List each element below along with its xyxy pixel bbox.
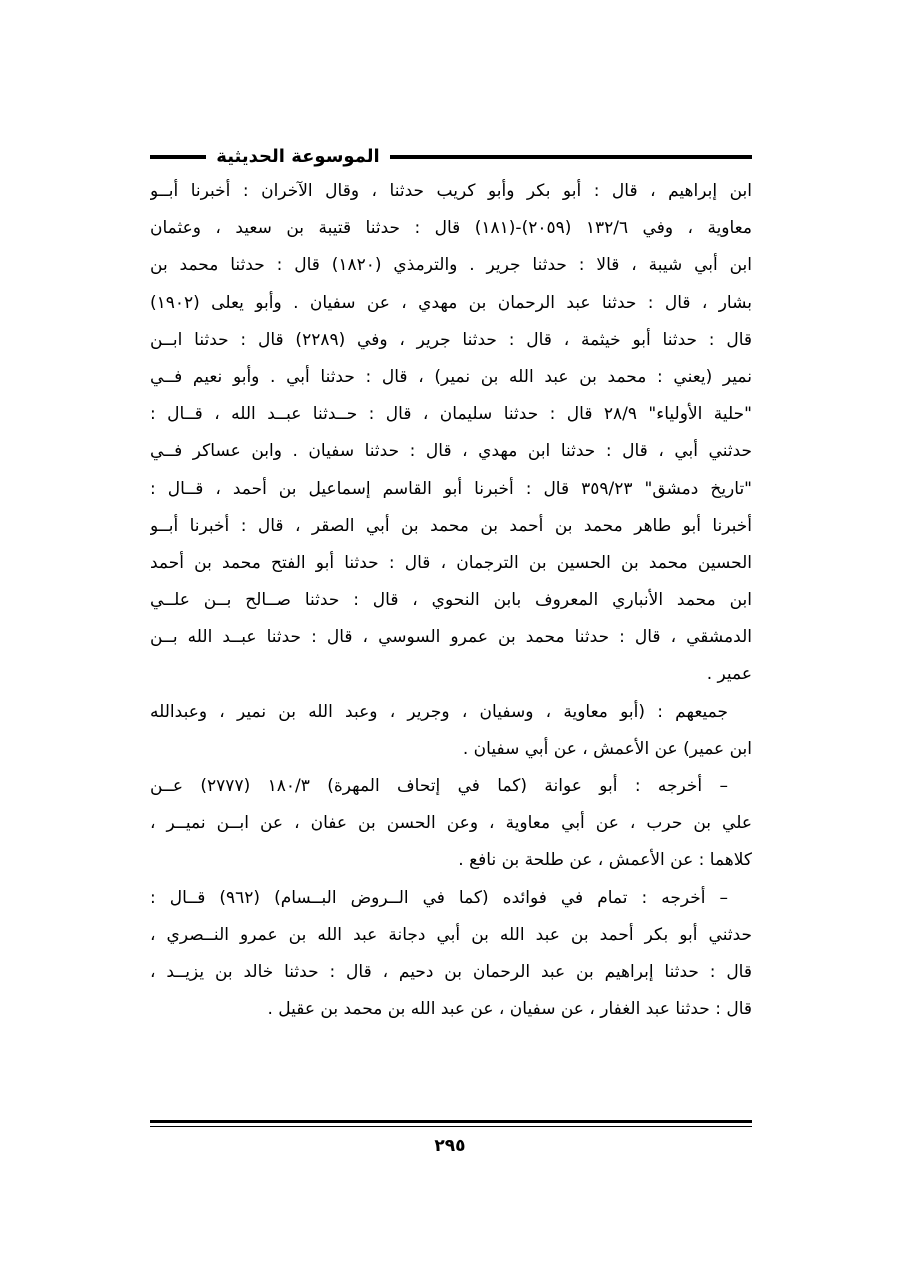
- text-line: قال : حدثنا أبو خيثمة ، قال : حدثنا جرير ، وفي (٢٢٨٩) قال : حدثنا ابــن: [150, 329, 752, 350]
- text-line: بشار ، قال : حدثنا عبد الرحمان بن مهدي ، عن سفيان . وأبو يعلى (١٩٠٢): [150, 292, 752, 313]
- text-line: الحسين محمد بن الحسين بن الترجمان ، قال : حدثنا أبو الفتح محمد بن أحمد: [150, 552, 752, 573]
- text-line: ابن إبراهيم ، قال : أبو بكر وأبو كريب حدثنا ، وقال الآخران : أخبرنا أبــو: [150, 181, 752, 201]
- text-line: قال : حدثنا إبراهيم بن عبد الرحمان بن دحيم ، قال : حدثنا خالد بن يزيــد ،: [150, 961, 752, 982]
- footer-rule: [150, 1120, 752, 1130]
- footer-rule-thin: [150, 1126, 752, 1127]
- body-text: [150, 173, 752, 1028]
- text-line: كلاهما : عن الأعمش ، عن طلحة بن نافع .: [458, 850, 752, 871]
- page-number: ٢٩٥: [434, 1136, 466, 1156]
- text-line: قال : حدثنا عبد الغفار ، عن سفيان ، عن عبد الله بن محمد بن عقيل .: [267, 999, 752, 1020]
- text-line: حدثني أبي ، قال : حدثنا ابن مهدي ، قال : حدثنا سفيان . وابن عساكر فــي: [150, 441, 752, 462]
- text-line: "تاريخ دمشق" ٣٥٩/٢٣ قال : أخبرنا أبو القاسم إسماعيل بن أحمد ، قــال :: [150, 478, 752, 499]
- page-header: [150, 142, 752, 172]
- header-rule-left: [150, 155, 206, 159]
- text-line: عمير .: [706, 664, 752, 685]
- header-rule-right: [390, 155, 752, 159]
- text-line: الدمشقي ، قال : حدثنا محمد بن عمرو السوسي ، قال : حدثنا عبــد الله بــن: [150, 627, 752, 648]
- text-line: علي بن حرب ، عن أبي معاوية ، وعن الحسن بن عفان ، عن ابــن نميــر ،: [150, 813, 752, 834]
- header-title-container: [206, 142, 390, 172]
- text-line: "حلية الأولياء" ٢٨/٩ قال : حدثنا سليمان ، قال : حــدثنا عبــد الله ، قــال :: [150, 404, 752, 425]
- text-line: ابن أبي شيبة ، قالا : حدثنا جرير . والترمذي (١٨٢٠) قال : حدثنا محمد بن: [150, 255, 752, 276]
- text-line: معاوية ، وفي ١٣٢/٦ (٢٠٥٩)-(١٨١) قال : حدثنا قتيبة بن سعيد ، وعثمان: [150, 218, 752, 239]
- text-line: ابن عمير) عن الأعمش ، عن أبي سفيان .: [462, 738, 752, 759]
- text-line: جميعهم : (أبو معاوية ، وسفيان ، وجرير ، وعبد الله بن نمير ، وعبدالله: [150, 701, 728, 722]
- running-header-title: الموسوعة الحديثية: [216, 146, 380, 167]
- text-line: – أخرجه : تمام في فوائده (كما في الــروض البــسام) (٩٦٢) قــال :: [150, 887, 728, 908]
- text-line: – أخرجه : أبو عوانة (كما في إتحاف المهرة) ١٨٠/٣ (٢٧٧٧) عــن: [150, 776, 728, 796]
- footer-rule-thick: [150, 1120, 752, 1123]
- text-line: نمير (يعني : محمد بن عبد الله بن نمير) ، قال : حدثنا أبي . وأبو نعيم فــي: [150, 366, 752, 387]
- text-line: أخبرنا أبو طاهر محمد بن أحمد بن محمد بن أبي الصقر ، قال : أخبرنا أبــو: [150, 515, 752, 536]
- text-line: حدثني أبو بكر أحمد بن عبد الله بن أبي دجانة عبد الله بن عمرو النــصري ،: [150, 924, 752, 945]
- text-line: ابن محمد الأنباري المعروف بابن النحوي ، قال : حدثنا صــالح بــن علــي: [150, 590, 752, 611]
